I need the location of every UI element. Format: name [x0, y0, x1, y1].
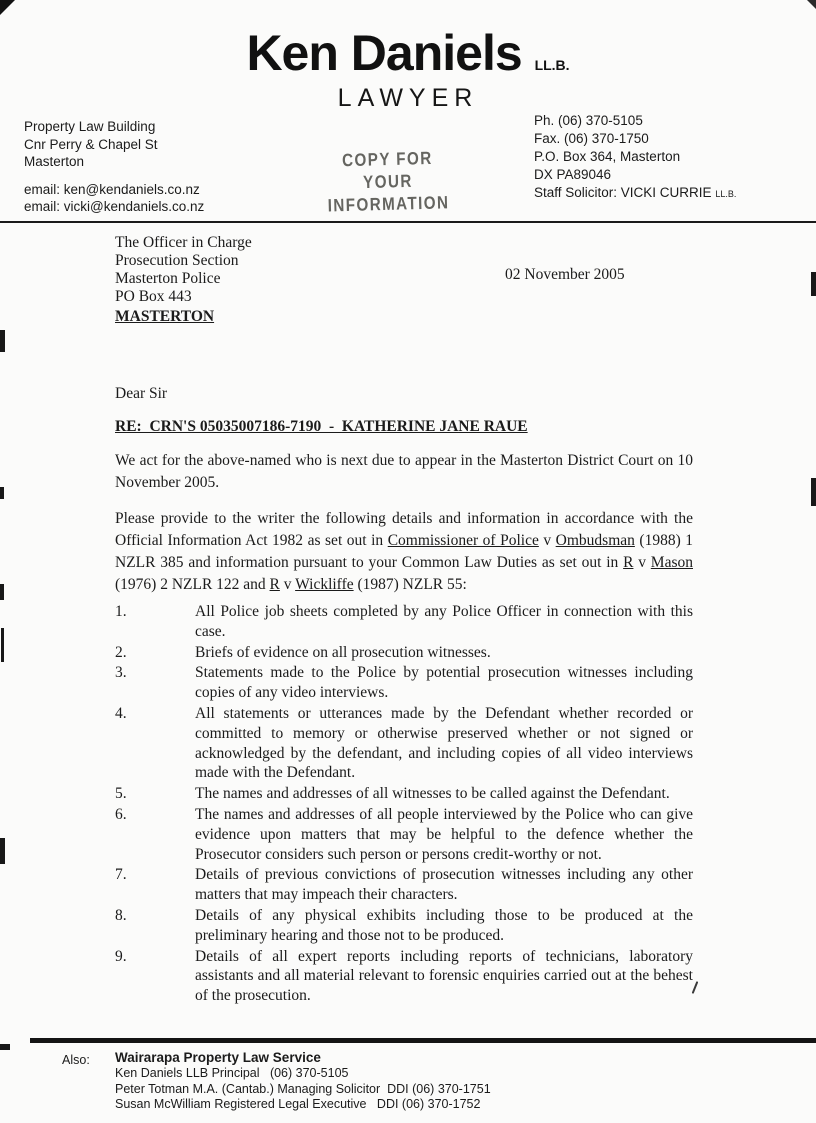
citation-mason: Mason [650, 554, 693, 571]
address-line-2: Cnr Perry & Chapel St [24, 136, 158, 152]
footer-firm-line-1: Ken Daniels LLB Principal (06) 370-5105 [115, 1065, 349, 1080]
recipient-city: MASTERTON [115, 308, 215, 325]
para2-text-1: Please provide to the writer the following details and information in accordance with the Official Information Act 1982 as set out in [115, 510, 693, 549]
staff-solicitor-suffix: LL.B. [715, 189, 737, 199]
salutation: Dear Sir [115, 385, 168, 402]
footer-firm-name: Wairarapa Property Law Service [115, 1050, 321, 1065]
item-number: 5. [115, 785, 127, 803]
footer-firm-line-3: Susan McWilliam Registered Legal Executive DDI (06) 370-1752 [115, 1097, 481, 1112]
item-text: The names and addresses of all witnesses to be called against the Defendant. [195, 785, 670, 803]
item-text: The names and addresses of all people interviewed by the Police who can give evidence upon matters that may be helpful to the defence whether the Prosecutor considers such person or persons credit-worthy or not. [195, 805, 693, 863]
scan-artifact-corner-tr [807, 0, 816, 9]
item-text: Details of all expert reports including reports of technicians, laboratory assistants and all material relevant to forensic enquiries carried out at the behest of the prosecution. [195, 947, 693, 1005]
header-rule [0, 221, 816, 223]
list-item [115, 643, 693, 663]
letter-date: 02 November 2005 [505, 266, 625, 283]
citation-ombudsman: Ombudsman [555, 532, 635, 549]
citation-wickliffe: Wickliffe [295, 576, 354, 593]
office-address-block [24, 118, 204, 216]
citation-commissioner: Commissioner of Police [387, 532, 539, 549]
recipient-block [115, 234, 252, 326]
list-item [115, 865, 693, 905]
list-item [115, 704, 693, 783]
para2-text-2: v [538, 532, 556, 549]
list-item [115, 805, 693, 864]
list-item [115, 663, 693, 703]
scan-artifact [811, 478, 816, 506]
citation-r-1: R [623, 554, 634, 571]
footer-firm-line-2: Peter Totman M.A. (Cantab.) Managing Solicitor DDI (06) 370-1751 [115, 1081, 491, 1096]
para2-text-6: v [279, 576, 296, 593]
copy-for-your-information-stamp [321, 148, 456, 219]
lawyer-name [0, 24, 816, 82]
para2-text-5: (1976) 2 NZLR 122 and [115, 576, 270, 593]
item-number: 6. [115, 805, 127, 823]
item-number: 1. [115, 603, 127, 620]
para2-text-3: (1988) 1 NZLR 385 and information pursuant to your Common Law Duties as set out in [115, 532, 694, 571]
stamp-line-1: COPY FOR YOUR [341, 149, 433, 193]
item-number: 2. [115, 643, 127, 661]
subject-line: RE: CRN'S 05035007186-7190 - KATHERINE JANE RAUE [115, 418, 528, 435]
item-text: All Police job sheets completed by any Police Officer in connection with this case. [195, 603, 693, 640]
contact-phone: Ph. (06) 370-5105 [534, 113, 643, 128]
recipient-line-3: Masterton Police [115, 270, 221, 287]
item-number: 7. [115, 866, 127, 884]
contact-fax: Fax. (06) 370-1750 [534, 131, 649, 146]
email-line-2: email: vicki@kendaniels.co.nz [24, 199, 205, 214]
address-line-1: Property Law Building [24, 119, 156, 134]
scan-artifact [0, 1044, 10, 1050]
contact-details-block [534, 112, 736, 203]
scan-artifact [0, 330, 5, 352]
address-line-3: Masterton [24, 154, 85, 169]
scan-artifact [0, 838, 5, 864]
item-text: All statements or utterances made by the Defendant whether recorded or committed to memory or otherwise preserved whether or not signed or acknowledged by the defendant, and including copies of all video interviews made with the Defendant. [195, 704, 693, 782]
request-list [115, 602, 693, 1007]
scan-artifact [0, 584, 4, 600]
para2-text-7: (1987) NZLR 55: [353, 576, 467, 593]
contact-dx: DX PA89046 [534, 167, 612, 182]
item-text: Briefs of evidence on all prosecution witnesses. [195, 643, 491, 661]
recipient-line-4: PO Box 443 [115, 288, 192, 305]
lawyer-name-text: Ken Daniels [246, 25, 522, 81]
footer-also-label: Also: [62, 1053, 90, 1067]
item-number: 9. [115, 947, 127, 965]
staff-solicitor-line [534, 184, 736, 203]
recipient-line-1: The Officer in Charge [115, 234, 252, 251]
item-text: Details of previous convictions of prosecution witnesses including any other matters that may impeach their characters. [195, 866, 693, 904]
list-item [115, 947, 693, 1006]
paragraph-2 [115, 508, 693, 596]
scan-artifact [0, 487, 4, 499]
footer-rule [30, 1038, 816, 1043]
stamp-line-2: INFORMATION [327, 193, 450, 216]
footer-firm-block [115, 1050, 491, 1113]
list-item [115, 906, 693, 946]
lawyer-role: LAWYER [337, 84, 479, 112]
item-text: Details of any physical exhibits including those to be produced at the preliminary hearing and those not to be produced. [195, 906, 693, 944]
contact-pobox: P.O. Box 364, Masterton [534, 149, 681, 164]
paragraph-1: We act for the above-named who is next due to appear in the Masterton District Court on 10 November 2005. [115, 452, 693, 491]
item-number: 4. [115, 704, 127, 722]
item-text: Statements made to the Police by potential prosecution witnesses including copies of any video interviews. [195, 664, 693, 702]
lawyer-name-suffix: LL.B. [534, 57, 570, 73]
citation-r-2: R [269, 576, 280, 593]
recipient-line-2: Prosecution Section [115, 252, 239, 269]
list-item [115, 602, 693, 642]
email-line-1: email: ken@kendaniels.co.nz [24, 181, 200, 197]
list-item [115, 784, 693, 804]
scan-artifact [811, 272, 816, 296]
scan-artifact [1, 628, 4, 662]
item-number: 8. [115, 906, 127, 924]
para2-text-4: v [633, 554, 651, 571]
item-number: 3. [115, 664, 127, 682]
staff-solicitor: Staff Solicitor: VICKI CURRIE [534, 185, 716, 200]
scan-artifact-corner-tl [0, 0, 15, 15]
